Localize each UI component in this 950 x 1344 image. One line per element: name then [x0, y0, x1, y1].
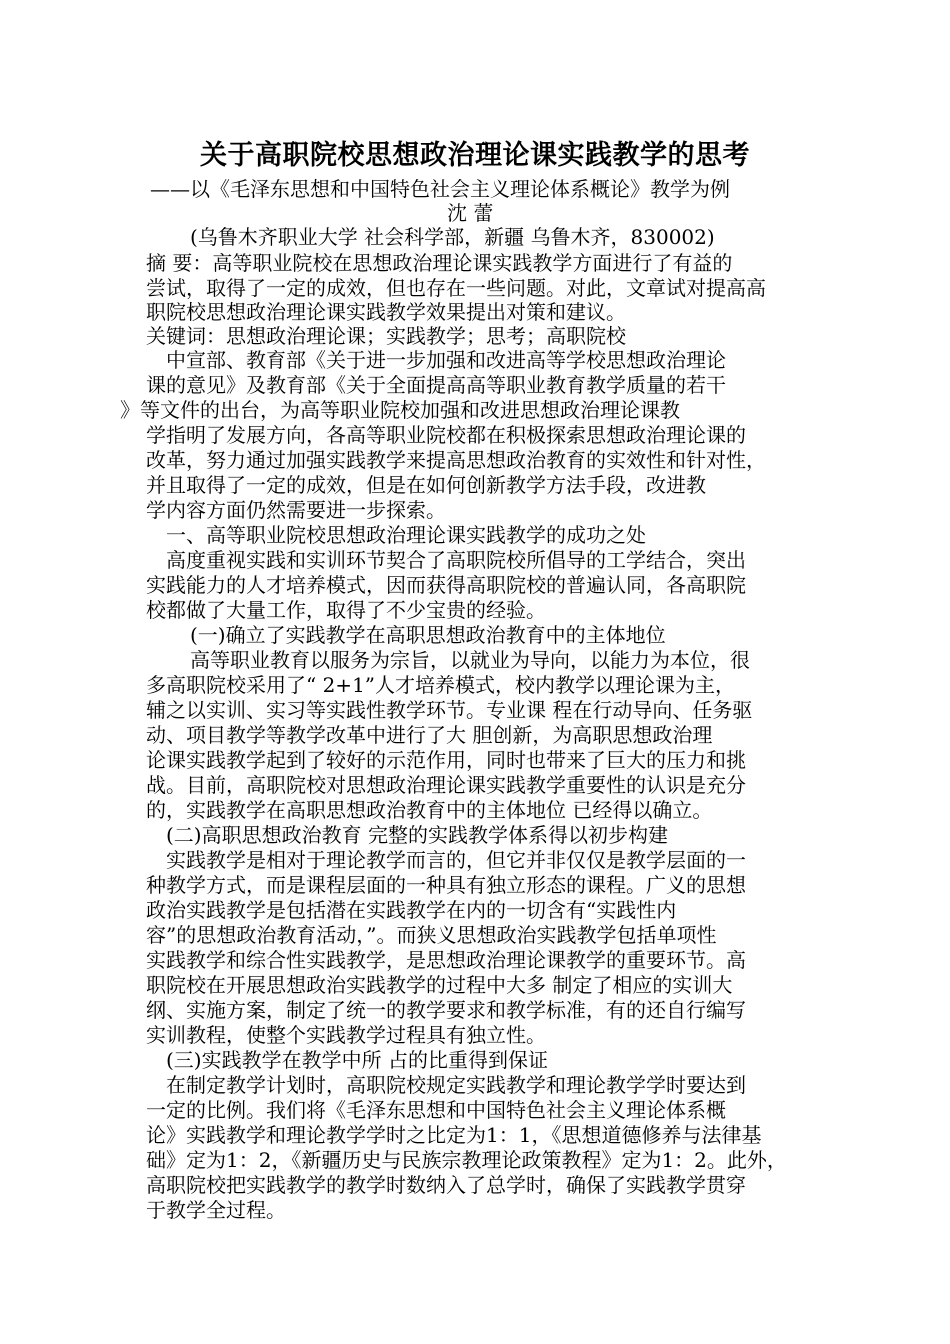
author-affiliation: (乌鲁木齐职业大学 社会科学部，新疆 乌鲁木齐，830002)	[190, 225, 715, 249]
sub1-line: 高等职业教育以服务为宗旨，以就业为导向，以能力为本位，很	[190, 648, 750, 672]
sub1-line: 论课实践教学起到了较好的示范作用，同时也带来了巨大的压力和挑	[146, 748, 746, 772]
sub3-line: 论》实践教学和理论教学学时之比定为1：1，《思想道德修养与法律基	[146, 1123, 762, 1147]
sub2-line: 实训教程，使整个实践教学过程具有独立性。	[146, 1023, 546, 1047]
intro-line: 并且取得了一定的成效，但是在如何创新教学方法手段，改进教	[146, 473, 706, 497]
sub1-line: 的，实践教学在高职思想政治教育中的主体地位 已经得以确立。	[146, 798, 713, 822]
sub1-line: 动、项目教学等教学改革中进行了大 胆创新，为高职思想政治理	[146, 723, 713, 747]
section1-line: 校都做了大量工作，取得了不少宝贵的经验。	[146, 598, 546, 622]
section1-line: 实践能力的人才培养模式，因而获得高职院校的普遍认同，各高职院	[146, 573, 746, 597]
sub2-line: 容”的思想政治教育活动，”。而狭义思想政治实践教学包括单项性	[146, 923, 717, 947]
sub3-line: 一定的比例。我们将《毛泽东思想和中国特色社会主义理论体系概	[146, 1098, 726, 1122]
sub1-line: 多高职院校采用了“ 2+1”人才培养模式，校内教学以理论课为主，	[146, 673, 736, 697]
abstract-line: 尝试，取得了一定的成效，但也存在一些问题。对此，文章试对提高高	[146, 276, 766, 300]
intro-line: 课的意见》及教育部《关于全面提高高等职业教育教学质量的若干	[146, 373, 726, 397]
intro-line: 中宣部、教育部《关于进一步加强和改进高等学校思想政治理论	[166, 348, 726, 372]
sub3-line: 于教学全过程。	[146, 1198, 286, 1222]
section1-line: 高度重视实践和实训环节契合了高职院校所倡导的工学结合，突出	[166, 548, 746, 572]
subsection-heading: (三)实践教学在教学中所 占的比重得到保证	[166, 1048, 548, 1072]
document-title: 关于高职院校思想政治理论课实践教学的思考	[200, 140, 750, 171]
sub2-line: 职院校在开展思想政治实践教学的过程中大多 制定了相应的实训大	[146, 973, 733, 997]
sub1-line: 战。目前，高职院校对思想政治理论课实践教学重要性的认识是充分	[146, 773, 746, 797]
subsection-heading: (二)高职思想政治教育 完整的实践教学体系得以初步构建	[166, 823, 668, 847]
intro-line: 学指明了发展方向，各高等职业院校都在积极探索思想政治理论课的	[146, 423, 746, 447]
author-name: 沈 蕾	[447, 201, 494, 225]
abstract-line: 摘 要：高等职业院校在思想政治理论课实践教学方面进行了有益的	[146, 251, 733, 275]
subsection-heading: (一)确立了实践教学在高职思想政治教育中的主体地位	[190, 623, 666, 647]
sub3-line: 在制定教学计划时，高职院校规定实践教学和理论教学学时要达到	[166, 1073, 746, 1097]
sub2-line: 纲、实施方案，制定了统一的教学要求和教学标准，有的还自行编写	[146, 998, 746, 1022]
sub2-line: 政治实践教学是包括潜在实践教学在内的一切含有“实践性内	[146, 898, 677, 922]
abstract-line: 职院校思想政治理论课实践教学效果提出对策和建议。	[146, 300, 626, 324]
sub1-line: 辅之以实训、实习等实践性教学环节。专业课 程在行动导向、任务驱	[146, 698, 753, 722]
document-subtitle: ——以《毛泽东思想和中国特色社会主义理论体系概论》教学为例	[150, 177, 730, 201]
section-heading: 一、高等职业院校思想政治理论课实践教学的成功之处	[166, 523, 646, 547]
sub3-line: 础》定为1：2，《新疆历史与民族宗教理论政策教程》定为1：2。此外，	[146, 1148, 787, 1172]
intro-line: 改革，努力通过加强实践教学来提高思想政治教育的实效性和针对性，	[146, 448, 766, 472]
intro-line: 》等文件的出台，为高等职业院校加强和改进思想政治理论课教	[120, 398, 680, 422]
sub2-line: 种教学方式，而是课程层面的一种具有独立形态的课程。广义的思想	[146, 873, 746, 897]
intro-line: 学内容方面仍然需要进一步探索。	[146, 498, 446, 522]
sub3-line: 高职院校把实践教学的教学时数纳入了总学时，确保了实践教学贯穿	[146, 1173, 746, 1197]
sub2-line: 实践教学和综合性实践教学，是思想政治理论课教学的重要环节。高	[146, 948, 746, 972]
sub2-line: 实践教学是相对于理论教学而言的，但它并非仅仅是教学层面的一	[166, 848, 746, 872]
keywords-line: 关键词：思想政治理论课；实践教学；思考；高职院校	[146, 324, 626, 348]
